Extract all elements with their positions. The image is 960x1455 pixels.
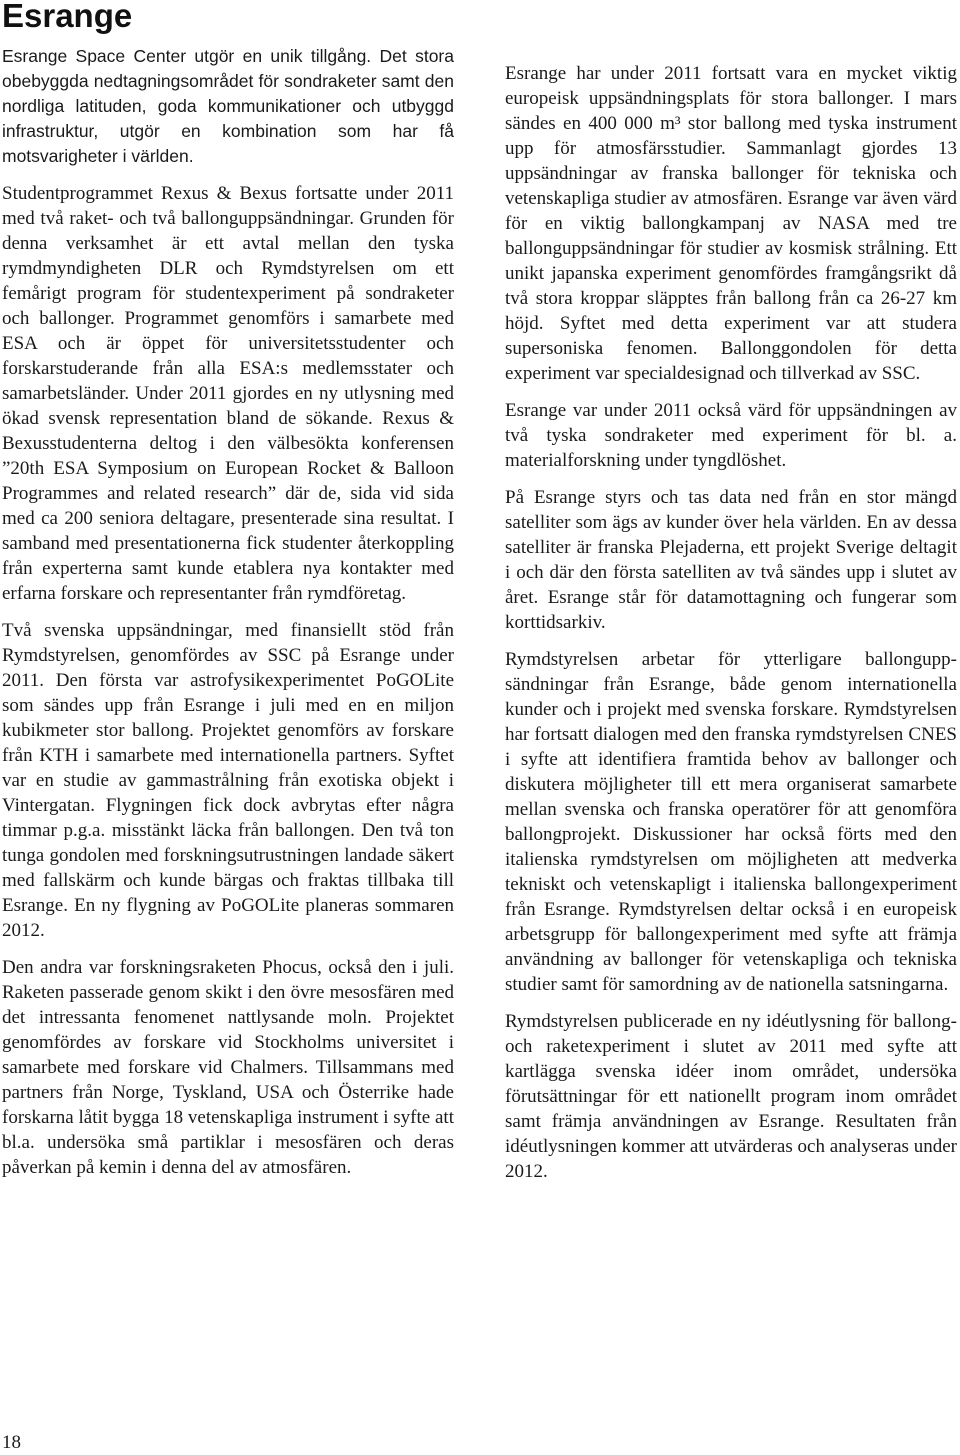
sounding-rocket-paragraph: Esrange var under 2011 också värd för uppsändningen av två tyska sondraketer med experiment för bl. a. materialforskning under tyngdlöshet. [505,400,957,471]
balloon-launch-paragraph: Esrange har under 2011 fortsatt vara en mycket viktig europeisk uppsändningsplats för stora ballonger. I mars sändes en 400 000 m³ stor ballong med tyska instrument upp för atmosfärsstudier. Sammanlagt gjordes 13 uppsändningar av franska ballonger för tekniska och vetenskapliga studier av atmosfären. Esrange var även värd för en viktig ballongkampanj av NASA med tre ballonguppsändningar för studier av kosmisk strålning. Ett unikt japanska experiment genomfördes framgångsrikt då två stora kroppar släpptes från ballong från ca 26-27 km höjd. Syftet med detta experiment var att studera supersoniska fenomen. Ballonggondolen för detta experiment var specialdesignad och tillverkad av SSC. [505,63,957,384]
rexus-bexus-paragraph: Studentprogrammet Rexus & Bexus fortsatte under 2011 med två raket- och två ballonguppsändningar. Grunden för denna verksamhet är ett avtal mellan den tyska rymdmyndigheten DLR och Rymdstyrelsen om ett femårigt program för studentexperiment på sondraketer och ballonger. Programmet genomförs i samarbete med ESA och är öppet för universitetsstudenter och forskarstuderande från alla ESA:s medlemsstater och samarbetsländer. Under 2011 gjordes en ny utlysning med ökad svensk representation bland de sökande. Rexus & Bexusstudenterna deltog i den välbesökta konferensen ”20th ESA Symposium on European Rocket & Balloon Programmes and related research” där de, sida vid sida med ca 200 seniora deltagare, presenterade sina resultat. I samband med presentationerna fick studenter återkoppling från experterna samt kunde etablera nya kontakter med erfarna forskare och representanter från rymdföretag. [2,183,454,604]
phocus-paragraph: Den andra var forskningsraketen Phocus, också den i juli. Raketen passerade genom skikt i den övre mesosfären med det intressanta fenomenet nattlysande moln. Projektet genomfördes av forskare vid Stockholms universitet i samarbete med forskare vid Chalmers. Tillsammans med partners från Norge, Tyskland, USA och Österrike hade forskarna låtit bygga 18 vetenskapliga instrument i syfte att bl.a. undersöka små partiklar i mesosfären och deras påverkan på kemin i denna del av atmosfären. [2,957,454,1178]
pogolite-paragraph: Två svenska uppsändningar, med finansiellt stöd från Rymdstyrelsen, genomfördes av SSC på Esrange under 2011. Den första var astrofysikexperimentet PoGOLite som sändes upp från Esrange i juli med en en miljon kubikmeter stor ballong. Projektet genomförs av forskare från KTH i samarbete med internationella partners. Syftet var en studie av gammastrålning från exotiska objekt i Vintergatan. Flygningen fick dock avbrytas efter några timmar p.g.a. misstänkt läcka från ballongen. Den två ton tunga gondolen med forskningsutrustningen landade säkert med fallskärm och kunde bärgas och fraktas tillbaka till Esrange. En ny flygning av PoGOLite planeras sommaren 2012. [2,620,454,941]
intro-paragraph: Esrange Space Center utgör en unik tillgång. Det stora obebyggda nedtagningsområdet för sondraketer samt den nordliga latituden, goda kommunikationer och utbyggd infrastruktur, utgör en kombination som har få motsvarigheter i världen. [2,46,454,166]
satellite-paragraph: På Esrange styrs och tas data ned från en stor mängd satelliter som ägs av kunder över hela världen. En av dessa satelliter är franska Plejaderna, ett projekt Sverige deltagit i och där den första satelliten av två sändes upp i slutet av året. Esrange står för datamottagning och fungerar som korttidsarkiv. [505,487,957,633]
balloon-cooperation-paragraph: Rymdstyrelsen arbetar för ytterligare ballonguppsändningar från Esrange, både genom internationella kunder och i projekt med svenska forskare. Rymdstyrelsen har fortsatt dialogen med den franska rymdstyrelsen CNES i syfte att identifiera framtida behov av ballonger och diskutera möjligheter till ett mera organiserat samarbete mellan svenska och franska operatörer för att genomföra ballongprojekt. Diskussioner har också förts med den italienska rymdstyrelsen om möjligheten att medverka tekniskt och vetenskapligt i italienska ballongexperiment från Esrange. Rymdstyrelsen deltar också i en europeisk arbetsgrupp för ballongexperiment med syfte att främja användning av ballonger för vetenskapliga och tekniska studier samt för samordning av de nationella satsningarna. [505,649,957,995]
right-column [505,61,957,1196]
left-column [2,0,454,1192]
idea-call-paragraph: Rymdstyrelsen publicerade en ny idéutlysning för ballong- och raketexperiment i slutet av 2011 med syfte att kartlägga svenska idéer inom området, undersöka förutsättningar för ett nationellt program inom området samt främja användningen av Esrange. Resultaten från idéutlysningen kommer att utvärderas och analyseras under 2012. [505,1011,957,1182]
page-number: 18 [2,1432,21,1453]
page-title: Esrange [2,0,133,34]
